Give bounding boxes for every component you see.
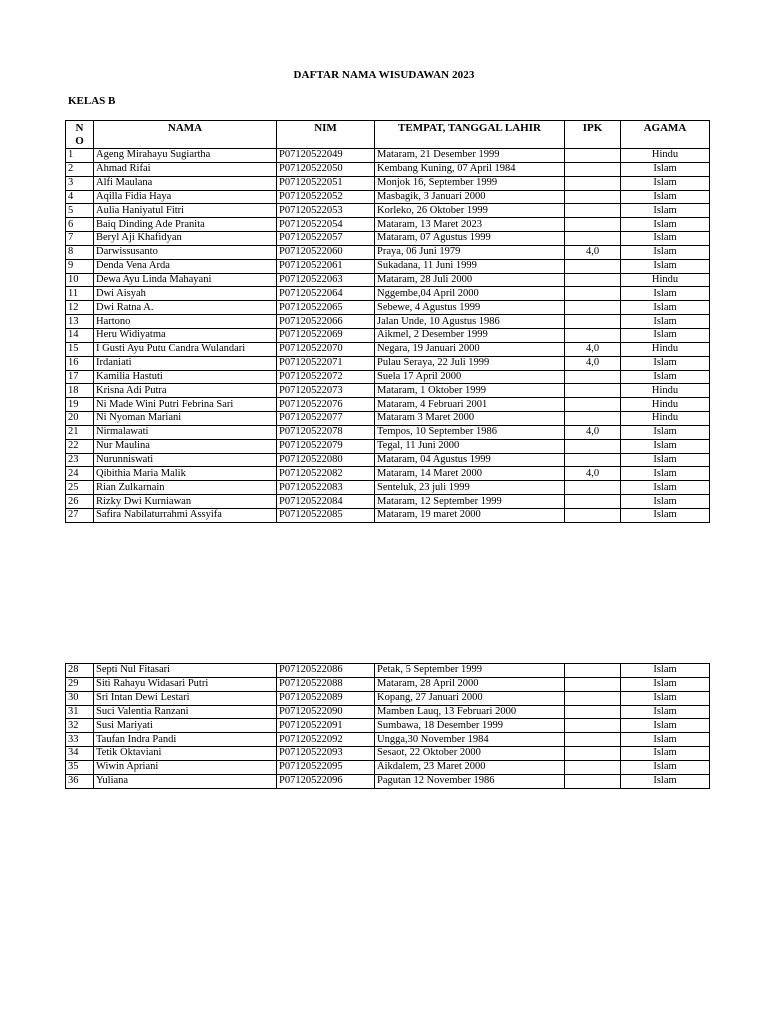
cell-nim: P07120522093 — [277, 747, 375, 761]
table-row — [66, 664, 710, 678]
header-nama: NAMA — [94, 121, 277, 149]
cell-ipk — [565, 664, 621, 678]
cell-nim: P07120522079 — [277, 439, 375, 453]
cell-nama: Denda Vena Arda — [94, 259, 277, 273]
table-row — [66, 356, 710, 370]
table-row — [66, 467, 710, 481]
cell-agama: Islam — [621, 245, 710, 259]
cell-agama: Hindu — [621, 398, 710, 412]
cell-ipk — [565, 677, 621, 691]
cell-nama: Aqilla Fidia Haya — [94, 190, 277, 204]
cell-nim: P07120522090 — [277, 705, 375, 719]
cell-ipk — [565, 439, 621, 453]
cell-ttl: Sesaot, 22 Oktober 2000 — [375, 747, 565, 761]
cell-ipk — [565, 719, 621, 733]
cell-ttl: Mataram, 14 Maret 2000 — [375, 467, 565, 481]
cell-ipk — [565, 370, 621, 384]
cell-ipk — [565, 481, 621, 495]
cell-nim: P07120522072 — [277, 370, 375, 384]
cell-nim: P07120522076 — [277, 398, 375, 412]
table-row — [66, 315, 710, 329]
cell-no: 4 — [66, 190, 94, 204]
cell-nim: P07120522064 — [277, 287, 375, 301]
cell-ttl: Petak, 5 September 1999 — [375, 664, 565, 678]
cell-no: 2 — [66, 162, 94, 176]
table-row — [66, 439, 710, 453]
cell-agama: Islam — [621, 176, 710, 190]
table-body-page2 — [66, 664, 710, 789]
cell-no: 22 — [66, 439, 94, 453]
cell-no: 30 — [66, 691, 94, 705]
header-ipk: IPK — [565, 121, 621, 149]
table-row — [66, 342, 710, 356]
cell-ipk: 4,0 — [565, 245, 621, 259]
cell-no: 16 — [66, 356, 94, 370]
cell-ipk — [565, 733, 621, 747]
cell-no: 36 — [66, 774, 94, 788]
cell-ttl: Aikmel, 2 Desember 1999 — [375, 328, 565, 342]
cell-ttl: Tegal, 11 Juni 2000 — [375, 439, 565, 453]
cell-no: 31 — [66, 705, 94, 719]
cell-ipk — [565, 747, 621, 761]
cell-no: 32 — [66, 719, 94, 733]
cell-nama: Safira Nabilaturrahmi Assyifa — [94, 508, 277, 522]
cell-no: 18 — [66, 384, 94, 398]
class-label: KELAS B — [68, 95, 116, 107]
cell-ipk: 4,0 — [565, 467, 621, 481]
cell-ipk — [565, 176, 621, 190]
table-row — [66, 733, 710, 747]
cell-agama: Islam — [621, 495, 710, 509]
cell-agama: Islam — [621, 301, 710, 315]
cell-nim: P07120522049 — [277, 149, 375, 163]
cell-nim: P07120522073 — [277, 384, 375, 398]
table-row — [66, 176, 710, 190]
cell-nim: P07120522061 — [277, 259, 375, 273]
cell-agama: Islam — [621, 259, 710, 273]
cell-ttl: Mataram, 28 April 2000 — [375, 677, 565, 691]
table-body-page1 — [66, 149, 710, 523]
cell-ttl: Aikdalem, 23 Maret 2000 — [375, 760, 565, 774]
cell-nim: P07120522084 — [277, 495, 375, 509]
cell-ttl: Kopang, 27 Januari 2000 — [375, 691, 565, 705]
table-row — [66, 453, 710, 467]
table-row — [66, 719, 710, 733]
cell-agama: Islam — [621, 705, 710, 719]
cell-ttl: Mataram, 13 Maret 2023 — [375, 218, 565, 232]
cell-ipk — [565, 384, 621, 398]
cell-nim: P07120522089 — [277, 691, 375, 705]
cell-nim: P07120522083 — [277, 481, 375, 495]
header-ttl: TEMPAT, TANGGAL LAHIR — [375, 121, 565, 149]
cell-ttl: Sukadana, 11 Juni 1999 — [375, 259, 565, 273]
cell-nama: Nurunniswati — [94, 453, 277, 467]
cell-nama: Taufan Indra Pandi — [94, 733, 277, 747]
cell-ipk — [565, 149, 621, 163]
cell-nama: Rizky Dwi Kurniawan — [94, 495, 277, 509]
cell-ttl: Mataram, 4 Februari 2001 — [375, 398, 565, 412]
cell-no: 1 — [66, 149, 94, 163]
cell-nama: Hartono — [94, 315, 277, 329]
cell-ipk: 4,0 — [565, 425, 621, 439]
cell-ttl: Kembang Kuning, 07 April 1984 — [375, 162, 565, 176]
cell-nama: Qibithia Maria Malik — [94, 467, 277, 481]
cell-no: 21 — [66, 425, 94, 439]
cell-nama: Dwi Ratna A. — [94, 301, 277, 315]
cell-nim: P07120522063 — [277, 273, 375, 287]
cell-ipk — [565, 398, 621, 412]
cell-nama: Ahmad Rifai — [94, 162, 277, 176]
cell-ttl: Sumbawa, 18 Desember 1999 — [375, 719, 565, 733]
cell-no: 26 — [66, 495, 94, 509]
cell-agama: Islam — [621, 425, 710, 439]
cell-no: 23 — [66, 453, 94, 467]
cell-nama: I Gusti Ayu Putu Candra Wulandari — [94, 342, 277, 356]
cell-agama: Hindu — [621, 149, 710, 163]
cell-nama: Dewa Ayu Linda Mahayani — [94, 273, 277, 287]
cell-ipk: 4,0 — [565, 356, 621, 370]
cell-nim: P07120522057 — [277, 232, 375, 246]
cell-agama: Islam — [621, 747, 710, 761]
table-row — [66, 425, 710, 439]
header-no: N O — [66, 121, 94, 149]
table-row — [66, 301, 710, 315]
table-row — [66, 747, 710, 761]
cell-no: 10 — [66, 273, 94, 287]
cell-agama: Islam — [621, 774, 710, 788]
cell-nim: P07120522065 — [277, 301, 375, 315]
cell-nama: Ni Nyoman Mariani — [94, 412, 277, 426]
table-row — [66, 204, 710, 218]
table-row — [66, 412, 710, 426]
cell-nim: P07120522095 — [277, 760, 375, 774]
cell-nama: Tetik Oktaviani — [94, 747, 277, 761]
cell-agama: Hindu — [621, 412, 710, 426]
cell-nama: Heru Widiyatma — [94, 328, 277, 342]
cell-no: 6 — [66, 218, 94, 232]
cell-agama: Islam — [621, 677, 710, 691]
cell-agama: Islam — [621, 760, 710, 774]
table-row — [66, 370, 710, 384]
cell-no: 24 — [66, 467, 94, 481]
table-row — [66, 398, 710, 412]
cell-ttl: Pulau Seraya, 22 Juli 1999 — [375, 356, 565, 370]
cell-ipk — [565, 328, 621, 342]
cell-nama: Yuliana — [94, 774, 277, 788]
cell-nim: P07120522054 — [277, 218, 375, 232]
cell-nama: Wiwin Apriani — [94, 760, 277, 774]
cell-ipk — [565, 190, 621, 204]
cell-agama: Islam — [621, 508, 710, 522]
cell-nim: P07120522078 — [277, 425, 375, 439]
table-row — [66, 691, 710, 705]
cell-nama: Darwissusanto — [94, 245, 277, 259]
table-header-row — [66, 121, 710, 149]
table-row — [66, 760, 710, 774]
table-row — [66, 287, 710, 301]
cell-no: 5 — [66, 204, 94, 218]
cell-agama: Islam — [621, 370, 710, 384]
cell-nim: P07120522071 — [277, 356, 375, 370]
cell-agama: Hindu — [621, 273, 710, 287]
cell-nim: P07120522053 — [277, 204, 375, 218]
cell-no: 12 — [66, 301, 94, 315]
table-row — [66, 218, 710, 232]
cell-no: 34 — [66, 747, 94, 761]
cell-agama: Islam — [621, 481, 710, 495]
cell-agama: Islam — [621, 733, 710, 747]
cell-ipk — [565, 218, 621, 232]
cell-nama: Kamilia Hastuti — [94, 370, 277, 384]
cell-nama: Nirmalawati — [94, 425, 277, 439]
cell-agama: Islam — [621, 328, 710, 342]
cell-nim: P07120522050 — [277, 162, 375, 176]
cell-nim: P07120522085 — [277, 508, 375, 522]
document-title: DAFTAR NAMA WISUDAWAN 2023 — [293, 69, 475, 81]
cell-nim: P07120522091 — [277, 719, 375, 733]
table-row — [66, 328, 710, 342]
table-row — [66, 259, 710, 273]
cell-no: 9 — [66, 259, 94, 273]
cell-nim: P07120522082 — [277, 467, 375, 481]
table-row — [66, 384, 710, 398]
cell-nama: Ageng Mirahayu Sugiartha — [94, 149, 277, 163]
cell-ipk — [565, 691, 621, 705]
cell-ttl: Mataram, 1 Oktober 1999 — [375, 384, 565, 398]
cell-ipk — [565, 273, 621, 287]
cell-ttl: Mataram, 21 Desember 1999 — [375, 149, 565, 163]
header-agama: AGAMA — [621, 121, 710, 149]
cell-agama: Islam — [621, 719, 710, 733]
table-row — [66, 481, 710, 495]
cell-nama: Baiq Dinding Ade Pranita — [94, 218, 277, 232]
table-row — [66, 245, 710, 259]
cell-no: 19 — [66, 398, 94, 412]
cell-ttl: Mataram 3 Maret 2000 — [375, 412, 565, 426]
cell-no: 7 — [66, 232, 94, 246]
cell-ipk: 4,0 — [565, 342, 621, 356]
cell-ipk — [565, 232, 621, 246]
cell-nama: Siti Rahayu Widasari Putri — [94, 677, 277, 691]
cell-ipk — [565, 412, 621, 426]
cell-nama: Beryl Aji Khafidyan — [94, 232, 277, 246]
cell-nim: P07120522060 — [277, 245, 375, 259]
cell-ipk — [565, 453, 621, 467]
graduates-table-page2 — [65, 663, 710, 789]
cell-nim: P07120522086 — [277, 664, 375, 678]
cell-ttl: Korleko, 26 Oktober 1999 — [375, 204, 565, 218]
cell-nama: Alfi Maulana — [94, 176, 277, 190]
cell-ttl: Sebewe, 4 Agustus 1999 — [375, 301, 565, 315]
cell-no: 29 — [66, 677, 94, 691]
table-row — [66, 495, 710, 509]
cell-ipk — [565, 774, 621, 788]
cell-agama: Islam — [621, 467, 710, 481]
cell-nama: Irdaniati — [94, 356, 277, 370]
cell-agama: Islam — [621, 664, 710, 678]
table-row — [66, 705, 710, 719]
cell-agama: Islam — [621, 356, 710, 370]
cell-ipk — [565, 508, 621, 522]
header-nim: NIM — [277, 121, 375, 149]
cell-no: 11 — [66, 287, 94, 301]
cell-nama: Susi Mariyati — [94, 719, 277, 733]
cell-no: 33 — [66, 733, 94, 747]
cell-nama: Aulia Haniyatul Fitri — [94, 204, 277, 218]
cell-ttl: Mataram, 19 maret 2000 — [375, 508, 565, 522]
cell-ttl: Mataram, 12 September 1999 — [375, 495, 565, 509]
table-row — [66, 677, 710, 691]
cell-nim: P07120522096 — [277, 774, 375, 788]
cell-ttl: Mataram, 28 Juli 2000 — [375, 273, 565, 287]
cell-agama: Hindu — [621, 342, 710, 356]
cell-ttl: Senteluk, 23 juli 1999 — [375, 481, 565, 495]
cell-no: 14 — [66, 328, 94, 342]
table-row — [66, 232, 710, 246]
cell-ttl: Ungga,30 November 1984 — [375, 733, 565, 747]
cell-ttl: Masbagik, 3 Januari 2000 — [375, 190, 565, 204]
cell-agama: Islam — [621, 287, 710, 301]
cell-nim: P07120522052 — [277, 190, 375, 204]
cell-ttl: Praya, 06 Juni 1979 — [375, 245, 565, 259]
cell-nama: Krisna Adi Putra — [94, 384, 277, 398]
cell-nim: P07120522069 — [277, 328, 375, 342]
cell-ipk — [565, 287, 621, 301]
cell-agama: Islam — [621, 453, 710, 467]
graduates-table-page1 — [65, 120, 710, 523]
cell-ipk — [565, 315, 621, 329]
cell-nim: P07120522051 — [277, 176, 375, 190]
cell-no: 20 — [66, 412, 94, 426]
cell-nama: Rian Zulkarnain — [94, 481, 277, 495]
cell-ttl: Tempos, 10 September 1986 — [375, 425, 565, 439]
cell-ttl: Mataram, 04 Agustus 1999 — [375, 453, 565, 467]
cell-nim: P07120522070 — [277, 342, 375, 356]
table-row — [66, 774, 710, 788]
cell-nama: Sri Intan Dewi Lestari — [94, 691, 277, 705]
cell-ipk — [565, 162, 621, 176]
cell-nim: P07120522088 — [277, 677, 375, 691]
cell-ipk — [565, 204, 621, 218]
cell-no: 15 — [66, 342, 94, 356]
cell-no: 8 — [66, 245, 94, 259]
cell-agama: Islam — [621, 162, 710, 176]
cell-ttl: Mamben Lauq, 13 Februari 2000 — [375, 705, 565, 719]
cell-ttl: Negara, 19 Januari 2000 — [375, 342, 565, 356]
cell-nama: Dwi Aisyah — [94, 287, 277, 301]
cell-nama: Nur Maulina — [94, 439, 277, 453]
cell-no: 35 — [66, 760, 94, 774]
cell-nim: P07120522080 — [277, 453, 375, 467]
cell-nim: P07120522066 — [277, 315, 375, 329]
table-row — [66, 508, 710, 522]
cell-nama: Septi Nul Fitasari — [94, 664, 277, 678]
cell-ttl: Pagutan 12 November 1986 — [375, 774, 565, 788]
cell-nim: P07120522092 — [277, 733, 375, 747]
cell-agama: Islam — [621, 190, 710, 204]
cell-no: 17 — [66, 370, 94, 384]
table-row — [66, 162, 710, 176]
cell-agama: Hindu — [621, 384, 710, 398]
cell-nim: P07120522077 — [277, 412, 375, 426]
table-row — [66, 273, 710, 287]
cell-agama: Islam — [621, 439, 710, 453]
cell-ipk — [565, 259, 621, 273]
cell-agama: Islam — [621, 315, 710, 329]
table-row — [66, 149, 710, 163]
cell-no: 13 — [66, 315, 94, 329]
cell-ipk — [565, 301, 621, 315]
cell-no: 3 — [66, 176, 94, 190]
cell-ttl: Monjok 16, September 1999 — [375, 176, 565, 190]
cell-ipk — [565, 705, 621, 719]
cell-ttl: Jalan Unde, 10 Agustus 1986 — [375, 315, 565, 329]
cell-ipk — [565, 495, 621, 509]
cell-ipk — [565, 760, 621, 774]
cell-no: 28 — [66, 664, 94, 678]
cell-ttl: Mataram, 07 Agustus 1999 — [375, 232, 565, 246]
table-row — [66, 190, 710, 204]
cell-agama: Islam — [621, 218, 710, 232]
cell-nama: Ni Made Wini Putri Febrina Sari — [94, 398, 277, 412]
cell-ttl: Suela 17 April 2000 — [375, 370, 565, 384]
cell-no: 25 — [66, 481, 94, 495]
cell-no: 27 — [66, 508, 94, 522]
cell-agama: Islam — [621, 691, 710, 705]
cell-agama: Islam — [621, 204, 710, 218]
cell-nama: Suci Valentia Ranzani — [94, 705, 277, 719]
cell-agama: Islam — [621, 232, 710, 246]
cell-ttl: Nggembe,04 April 2000 — [375, 287, 565, 301]
